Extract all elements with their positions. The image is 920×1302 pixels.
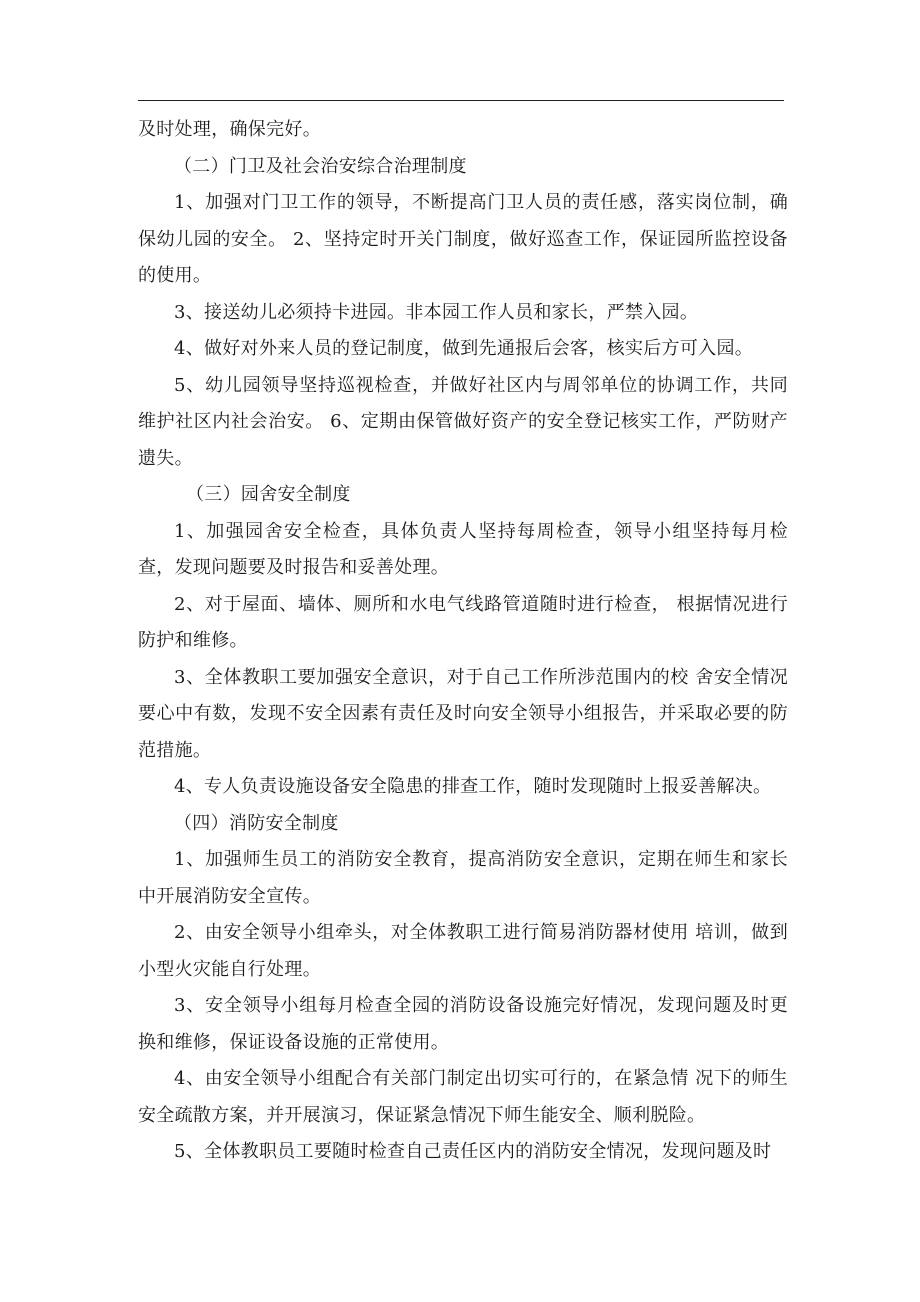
section-heading-2: （二）门卫及社会治安综合治理制度 [174, 155, 467, 177]
paragraph: 4、做好对外来人员的登记制度，做到先通报后会客，核实后方可入园。 [174, 338, 754, 359]
paragraph: 5、幼儿园领导坚持巡视检查，并做好社区内与周邻单位的协调工作，共同维护社区内社会治安。 6、定期由保管做好资产的安全登记核实工作，严防财产遗失。 [138, 374, 788, 469]
section-heading-3: （三）园舍安全制度 [186, 484, 351, 505]
section-heading-4: （四）消防安全制度 [174, 812, 339, 834]
paragraph: 1、加强师生员工的消防安全教育，提高消防安全意识，定期在师生和家长中开展消防安全宣传。 [138, 849, 788, 907]
document-body [138, 112, 788, 1171]
paragraph: 2、由安全领导小组牵头，对全体教职工进行简易消防器材使用 培训，做到小型火灾能自行处理。 [138, 922, 788, 980]
paragraph: 5、全体教职员工要随时检查自己责任区内的消防安全情况，发现问题及时 [174, 1141, 772, 1162]
paragraph: 1、加强对门卫工作的领导，不断提高门卫人员的责任感，落实岗位制，确保幼儿园的安全。 2、坚持定时开关门制度，做好巡查工作，保证园所监控设备的使用。 [138, 192, 788, 286]
paragraph: 4、专人负责设施设备安全隐患的排查工作，随时发现随时上报妥善解决。 [174, 776, 772, 797]
paragraph: 1、加强园舍安全检查，具体负责人坚持每周检查，领导小组坚持每月检查，发现问题要及时报告和妥善处理。 [138, 520, 788, 578]
header-rule [138, 100, 784, 101]
paragraph: 2、对于屋面、墙体、厕所和水电气线路管道随时进行检查， 根据情况进行防护和维修。 [138, 593, 788, 651]
paragraph-continuation: 及时处理，确保完好。 [138, 119, 321, 140]
paragraph: 3、全体教职工要加强安全意识，对于自己工作所涉范围内的校 舍安全情况要心中有数，发现不安全因素有责任及时向安全领导小组报告，并采取必要的防范措施。 [138, 666, 788, 761]
paragraph: 4、由安全领导小组配合有关部门制定出切实可行的，在紧急情 况下的师生安全疏散方案，并开展演习，保证紧急情况下师生能安全、顺利脱险。 [138, 1068, 788, 1126]
paragraph: 3、接送幼儿必须持卡进园。非本园工作人员和家长，严禁入园。 [174, 301, 699, 323]
paragraph: 3、安全领导小组每月检查全园的消防设备设施完好情况，发现问题及时更换和维修，保证设备设施的正常使用。 [138, 995, 788, 1053]
